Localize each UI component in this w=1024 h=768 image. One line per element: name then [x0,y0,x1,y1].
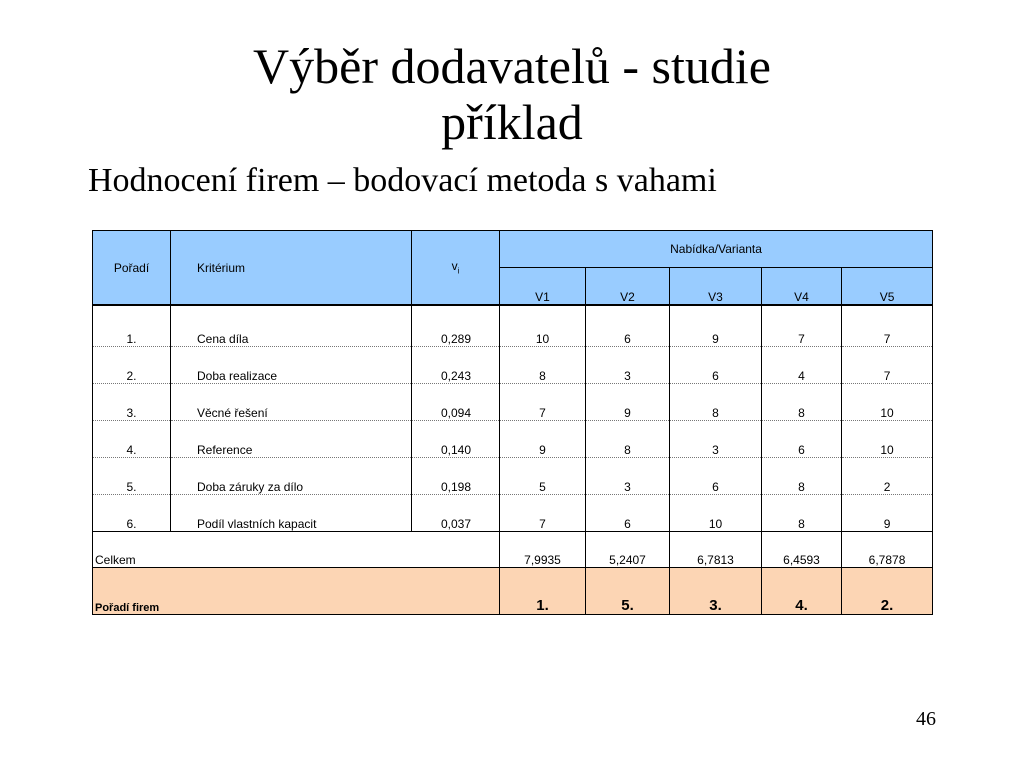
row-weight: 0,037 [412,495,500,532]
table-row [93,310,933,347]
row-criterion: Cena díla [171,310,412,347]
firm-rank-row [93,568,933,615]
row-score: 7 [500,495,586,532]
table-row [93,421,933,458]
table-row [93,347,933,384]
firm-rank-label: Pořadí firem [93,568,500,615]
header-variant: V1 [500,268,586,306]
row-score: 3 [586,458,670,495]
row-score: 7 [762,310,842,347]
firm-rank-value: 5. [586,568,670,615]
row-rank: 6. [93,495,171,532]
total-value: 6,4593 [762,532,842,568]
row-score: 6 [586,495,670,532]
header-weight-base: v [451,259,458,274]
row-score: 3 [586,347,670,384]
row-weight: 0,094 [412,384,500,421]
row-criterion: Věcné řešení [171,384,412,421]
total-row [93,532,933,568]
total-value: 6,7878 [842,532,933,568]
table-row [93,458,933,495]
row-score: 7 [842,347,933,384]
table-row [93,384,933,421]
row-score: 8 [762,495,842,532]
row-weight: 0,198 [412,458,500,495]
slide-subtitle: Hodnocení firem – bodovací metoda s vahami [88,162,717,199]
title-line-1: Výběr dodavatelů - studie [253,38,771,94]
table-row [93,495,933,532]
row-score: 8 [762,458,842,495]
firm-rank-value: 4. [762,568,842,615]
header-weight-sub: i [457,266,460,276]
row-weight: 0,140 [412,421,500,458]
row-score: 2 [842,458,933,495]
row-score: 4 [762,347,842,384]
firm-rank-value: 3. [670,568,762,615]
row-score: 8 [670,384,762,421]
row-criterion: Doba záruky za dílo [171,458,412,495]
row-score: 5 [500,458,586,495]
evaluation-table [92,230,933,615]
row-weight: 0,289 [412,310,500,347]
firm-rank-value: 1. [500,568,586,615]
row-score: 6 [670,347,762,384]
row-score: 10 [842,421,933,458]
row-score: 8 [500,347,586,384]
header-kriterium: Kritérium [171,231,412,306]
total-value: 6,7813 [670,532,762,568]
row-weight: 0,243 [412,347,500,384]
row-rank: 4. [93,421,171,458]
row-score: 9 [500,421,586,458]
row-score: 7 [842,310,933,347]
page-number: 46 [916,708,936,730]
header-poradi: Pořadí [93,231,171,306]
row-score: 6 [762,421,842,458]
slide-title [0,38,1024,150]
row-criterion: Reference [171,421,412,458]
row-score: 9 [842,495,933,532]
row-score: 9 [586,384,670,421]
header-variant: V5 [842,268,933,306]
total-label: Celkem [93,532,500,568]
header-variant: V2 [586,268,670,306]
header-weight [412,231,500,306]
firm-rank-value: 2. [842,568,933,615]
row-rank: 1. [93,310,171,347]
row-score: 3 [670,421,762,458]
row-score: 10 [500,310,586,347]
row-criterion: Doba realizace [171,347,412,384]
header-variant: V3 [670,268,762,306]
row-score: 9 [670,310,762,347]
row-rank: 3. [93,384,171,421]
row-score: 7 [500,384,586,421]
row-score: 10 [842,384,933,421]
row-score: 10 [670,495,762,532]
title-line-2: příklad [441,94,583,150]
row-criterion: Podíl vlastních kapacit [171,495,412,532]
row-rank: 2. [93,347,171,384]
row-rank: 5. [93,458,171,495]
row-score: 6 [586,310,670,347]
header-offer-group: Nabídka/Varianta [500,231,933,268]
total-value: 5,2407 [586,532,670,568]
header-variant: V4 [762,268,842,306]
total-value: 7,9935 [500,532,586,568]
row-score: 6 [670,458,762,495]
row-score: 8 [762,384,842,421]
row-score: 8 [586,421,670,458]
